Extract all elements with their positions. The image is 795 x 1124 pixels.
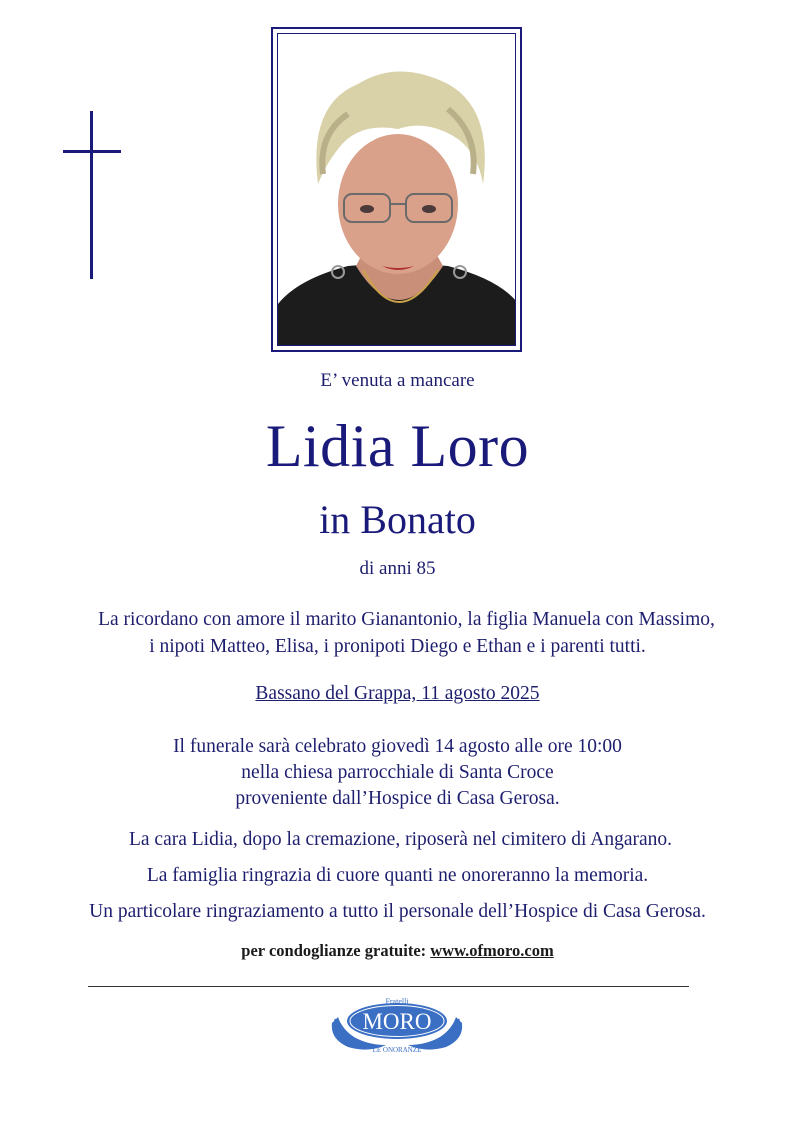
thanks-text: La famiglia ringrazia di cuore quanti ne onoreranno la memoria. xyxy=(146,865,649,886)
hands-logo-icon xyxy=(328,995,466,1061)
cross-icon-horizontal xyxy=(63,150,121,153)
portrait-frame xyxy=(271,27,522,352)
logo-top-text: Fratelli xyxy=(385,997,409,1006)
special-thanks-text: Un particolare ringraziamento a tutto il personale dell’Hospice di Casa Gerosa. xyxy=(89,901,706,922)
deceased-name: Lidia Loro xyxy=(265,413,530,479)
mourners-line: La ricordano con amore il marito Gianantonio, la figlia Manuela con Massimo, xyxy=(98,609,715,630)
divider xyxy=(88,986,689,987)
portrait-illustration xyxy=(278,34,516,346)
married-name: in Bonato xyxy=(319,497,476,542)
burial-text: La cara Lidia, dopo la cremazione, riposerà nel cimitero di Angarano. xyxy=(128,829,673,850)
condolences-label: per condoglianze gratuite: xyxy=(241,941,427,960)
cross-icon-vertical xyxy=(90,111,93,279)
condolences-link[interactable]: www.ofmoro.com xyxy=(430,941,554,960)
age-text: di anni 85 xyxy=(359,558,436,579)
condolences xyxy=(0,941,795,961)
logo-main-text: MORO xyxy=(362,1009,432,1034)
portrait-photo xyxy=(277,33,516,346)
logo-bottom-text: LE ONORANZE xyxy=(372,1046,422,1054)
intro-text: E’ venuta a mancare xyxy=(320,370,475,391)
mourners-line: i nipoti Matteo, Elisa, i pronipoti Diego e Ethan e i parenti tutti. xyxy=(149,636,646,657)
mourners-paragraph xyxy=(0,606,795,660)
funeral-info xyxy=(0,734,795,812)
funeral-line: nella chiesa parrocchiale di Santa Croce xyxy=(241,762,554,783)
moro-logo xyxy=(328,995,466,1061)
funeral-line: Il funerale sarà celebrato giovedì 14 agosto alle ore 10:00 xyxy=(173,736,622,757)
place-date: Bassano del Grappa, 11 agosto 2025 xyxy=(255,683,540,704)
funeral-line: proveniente dall’Hospice di Casa Gerosa. xyxy=(235,788,560,809)
